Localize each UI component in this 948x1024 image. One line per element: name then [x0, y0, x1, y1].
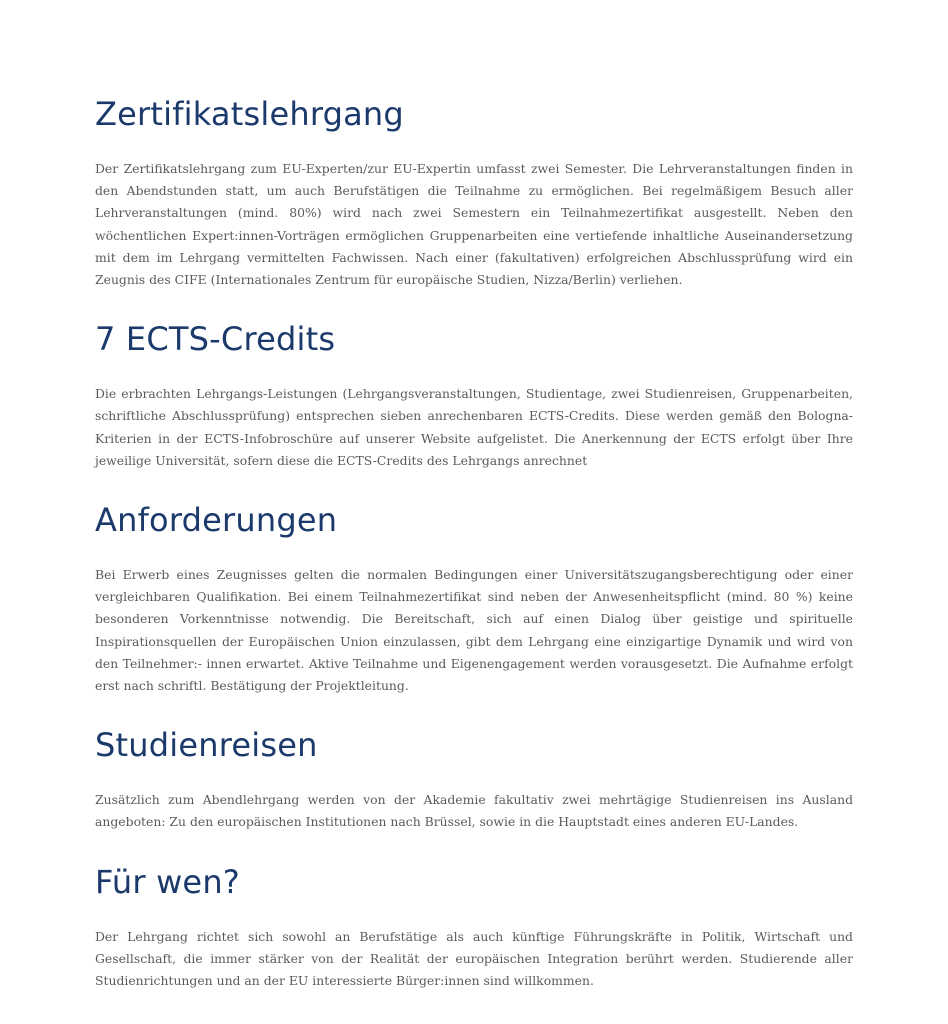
section-body: Der Lehrgang richtet sich sowohl an Berufstätige als auch künftige Führungskräfte in Politik, Wirtschaft und Gesellschaft, die immer stärker von der Realität der europäischen Integration berührt werden. Studierende aller Studienrichtungen und an der EU interessierte Bürger:innen sind willkommen.: [95, 928, 853, 989]
section-fuer-wen: [95, 858, 853, 993]
section-anforderungen: [95, 496, 853, 697]
section-body: Der Zertifikatslehrgang zum EU-Experten/zur EU-Expertin umfasst zwei Semester. Die Lehrveranstaltungen finden in den Abendstunden statt, um auch Berufstätigen die Teilnahme zu ermöglichen. Bei regelmäßigem Besuch aller Lehrveranstaltungen (mind. 80%) wird nach zwei Semestern ein Teilnahmezertifikat ausgestellt. Neben den wöchentlichen Expert:innen-Vorträgen ermöglichen Gruppenarbeiten eine vertiefende inhaltliche Auseinandersetzung mit dem im Lehrgang vermittelten Fachwissen. Nach einer (fakultativen) erfolgreichen Abschlussprüfung wird ein Zeugnis des CIFE (Internationales Zentrum für europäische Studien, Nizza/Berlin) verliehen.: [95, 161, 853, 288]
section-heading: Für wen?: [95, 862, 240, 901]
section-heading: Studienreisen: [95, 726, 318, 765]
document-page: [95, 90, 853, 1016]
section-ects-credits: [95, 315, 853, 472]
section-zertifikatslehrgang: [95, 90, 853, 291]
section-body: Die erbrachten Lehrgangs-Leistungen (Lehrgangsveranstaltungen, Studientage, zwei Studienreisen, Gruppenarbeiten, schriftliche Abschlussprüfung) entsprechen sieben anrechenbaren ECTS-Credits. Diese werden gemäß den Bologna-Kriterien in der ECTS-Infobroschüre auf unserer Website aufgelistet. Die Anerkennung der ECTS erfolgt über Ihre jeweilige Universität, sofern diese die ECTS-Credits des Lehrgangs anrechnet: [95, 386, 853, 468]
section-heading: Anforderungen: [95, 501, 338, 540]
section-heading: 7 ECTS-Credits: [95, 320, 336, 359]
section-heading: Zertifikatslehrgang: [95, 95, 404, 133]
section-body: Zusätzlich zum Abendlehrgang werden von der Akademie fakultativ zwei mehrtägige Studienreisen ins Ausland angeboten: Zu den europäischen Institutionen nach Brüssel, sowie in die Hauptstadt eines anderen EU-Landes.: [95, 792, 853, 830]
section-studienreisen: [95, 721, 853, 833]
section-body: Bei Erwerb eines Zeugnisses gelten die normalen Bedingungen einer Universitätszugangsberechtigung oder einer vergleichbaren Qualifikation. Bei einem Teilnahmezertifikat sind neben der Anwesenheitspflicht (mind. 80 %) keine besonderen Vorkenntnisse notwendig. Die Bereitschaft, sich auf einen Dialog über geistige und spirituelle Inspirationsquellen der Europäischen Union einzulassen, gibt dem Lehrgang eine einzigartige Dynamik und wird von den Teilnehmer:- innen erwartet. Aktive Teilnahme und Eigenengagement werden vorausgesetzt. Die Aufnahme erfolgt erst nach schriftl. Bestätigung der Projektleitung.: [95, 567, 853, 694]
